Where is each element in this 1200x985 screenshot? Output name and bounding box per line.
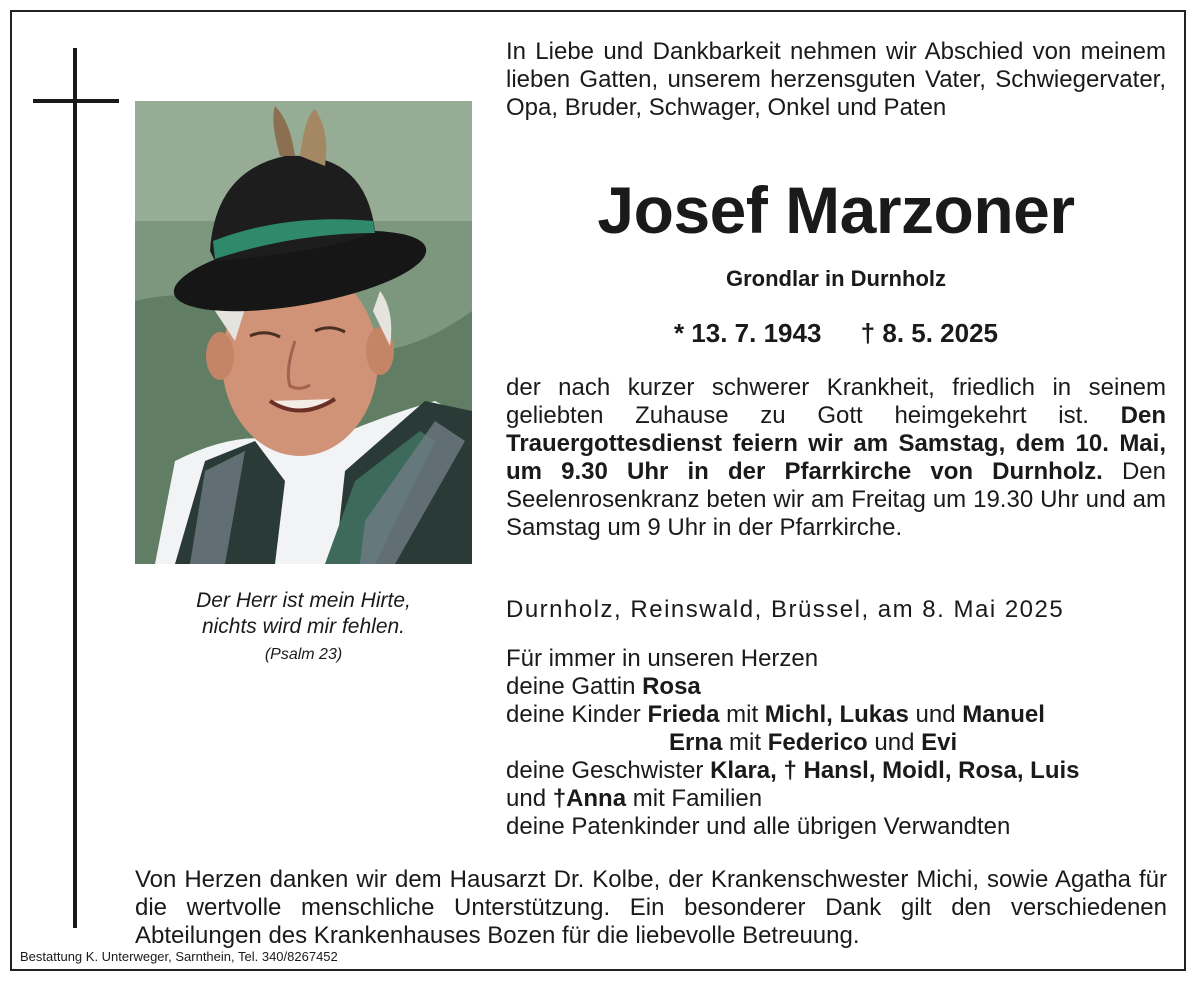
quote-line-1: Der Herr ist mein Hirte, <box>196 589 411 612</box>
announcement-body <box>506 374 1166 542</box>
with2: mit <box>722 729 768 756</box>
cross-icon-horizontal <box>33 99 119 103</box>
intro-text: In Liebe und Dankbarkeit nehmen wir Abschied von meinem lieben Gatten, unserem herzensguten Vater, Schwiegervater, Opa, Bruder, Schwager, Onkel und Paten <box>506 38 1166 121</box>
children-prefix: deine Kinder <box>506 701 648 728</box>
life-dates <box>506 318 1166 349</box>
child2-family: Federico <box>767 729 868 756</box>
family-godchildren-line: deine Patenkinder und alle übrigen Verwandten <box>506 813 1011 840</box>
funeral-text: Den Trauergottesdienst feiern wir am Samstag, dem 10. Mai, um 9.30 Uhr in der Pfarrkirche von Durnholz. <box>506 402 1166 485</box>
rosary-text: Den Seelenrosenkranz beten wir am Freitag um 19.30 Uhr und am Samstag um 9 Uhr in der Pfarrkirche. <box>506 458 1166 541</box>
and2: und <box>867 729 922 756</box>
family-children-line-2 <box>506 729 1176 757</box>
passing-text: der nach kurzer schwerer Krankheit, friedlich in seinem geliebten Zuhause zu Gott heimgekehrt ist. <box>506 374 1166 429</box>
family-siblings-line <box>506 757 1176 785</box>
wife-prefix: deine Gattin <box>506 673 643 700</box>
undertaker-info: Bestattung K. Unterweger, Sarnthein, Tel. 340/8267452 <box>20 949 338 964</box>
child2-name: Erna <box>669 729 723 756</box>
death-date: † 8. 5. 2025 <box>860 318 999 348</box>
cross-icon-vertical <box>73 48 77 928</box>
birth-date: * 13. 7. 1943 <box>673 318 822 348</box>
child1-name: Frieda <box>647 701 720 728</box>
quote-line-2: nichts wird mir fehlen. <box>201 615 406 638</box>
siblings2-prefix: und <box>506 785 553 812</box>
family-wife-line <box>506 673 1176 701</box>
quote <box>135 588 472 640</box>
with1: mit <box>719 701 765 728</box>
deceased-name: Josef Marzoner <box>597 173 1075 247</box>
psalm-reference: (Psalm 23) <box>264 646 343 663</box>
child1-family2: Manuel <box>962 701 1045 728</box>
thanks-text: Von Herzen danken wir dem Hausarzt Dr. Kolbe, der Krankenschwester Michi, sowie Agatha für die wertvolle menschliche Unterstützung. Ein besonderer Dank gilt den verschiedenen Abteilungen des Krankenhauses Bozen für die liebevolle Betreuung. <box>135 866 1167 949</box>
family-siblings-line-2 <box>506 785 1176 813</box>
siblings2-suffix: mit Familien <box>626 785 763 812</box>
wife-name: Rosa <box>642 673 701 700</box>
siblings2-name: †Anna <box>552 785 627 812</box>
child2-family2: Evi <box>921 729 958 756</box>
family-children-line <box>506 701 1176 729</box>
place-and-date: Durnholz, Reinswald, Brüssel, am 8. Mai 2025 <box>506 596 1065 623</box>
siblings-names: Klara, † Hansl, Moidl, Rosa, Luis <box>710 757 1080 784</box>
origin-place: Grondlar in Durnholz <box>726 266 946 291</box>
child1-family: Michl, Lukas <box>764 701 909 728</box>
family-list <box>506 645 1176 841</box>
siblings-prefix: deine Geschwister <box>506 757 711 784</box>
and1: und <box>908 701 963 728</box>
portrait-photo <box>135 101 472 564</box>
family-heading: Für immer in unseren Herzen <box>506 645 819 672</box>
